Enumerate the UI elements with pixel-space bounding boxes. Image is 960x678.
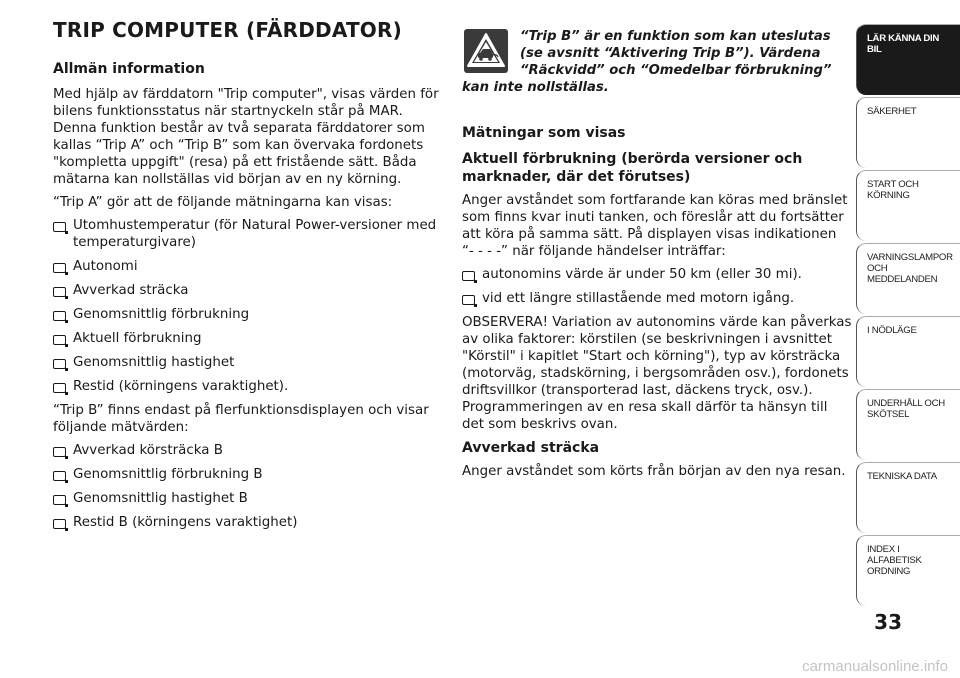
checkbox-bullet-icon bbox=[53, 335, 66, 345]
general-info-heading: Allmän information bbox=[53, 61, 205, 77]
measurements-heading: Mätningar som visas bbox=[462, 125, 626, 141]
distance-text: Anger avståndet som körts från början av den nya resan. bbox=[462, 464, 846, 479]
checkbox-bullet-icon bbox=[53, 287, 66, 297]
intro-paragraph: Med hjälp av färddatorn "Trip computer", visas värden för bilens funktionsstatus när startnyckeln står på MAR. Denna funktion består av två separata färddatorer som kallas “Trip A” och “Trip B” som kan övervaka fordonets "kompletta uppgift" (resa) på ett fristående sätt. Båda mätarna kan nollställas vid början av en ny körning. bbox=[53, 87, 439, 187]
sidebar-tab-i-nodlage[interactable]: I NÖDLÄGE bbox=[856, 316, 960, 387]
left-column bbox=[53, 60, 441, 538]
checkbox-bullet-icon bbox=[53, 222, 66, 232]
list-item: Aktuell förbrukning bbox=[53, 330, 441, 347]
list-item: Avverkad sträcka bbox=[53, 282, 441, 299]
warning-box bbox=[462, 28, 852, 98]
warning-text: “Trip B” är en funktion som kan uteslutas (se avsnitt “Aktivering Trip B”). Värdena “Räckvidd” och “Omedelbar förbrukning” kan inte nollställas. bbox=[462, 29, 832, 95]
checkbox-bullet-icon bbox=[53, 263, 66, 273]
list-item: Avverkad körsträcka B bbox=[53, 442, 441, 459]
current-consumption-heading: Aktuell förbrukning (berörda versioner och marknader, där det förutses) bbox=[462, 151, 803, 185]
checkbox-bullet-icon bbox=[53, 447, 66, 457]
list-item: autonomins värde är under 50 km (eller 30 mi). bbox=[462, 266, 852, 283]
list-item: Restid (körningens varaktighet). bbox=[53, 378, 441, 395]
checkbox-bullet-icon bbox=[53, 495, 66, 505]
checkbox-bullet-icon bbox=[462, 271, 475, 281]
trip-b-list bbox=[53, 442, 441, 531]
page-number: 33 bbox=[874, 610, 902, 634]
sidebar-tab-sakerhet[interactable]: SÄKERHET bbox=[856, 97, 960, 168]
trip-b-intro: “Trip B” finns endast på flerfunktionsdisplayen och visar följande mätvärden: bbox=[53, 403, 429, 435]
chapter-sidebar bbox=[856, 24, 960, 608]
events-list bbox=[462, 266, 852, 307]
page-title: TRIP COMPUTER (FÄRDDATOR) bbox=[53, 18, 402, 42]
sidebar-tab-index[interactable]: INDEX I ALFABETISK ORDNING bbox=[856, 535, 960, 606]
checkbox-bullet-icon bbox=[53, 383, 66, 393]
list-item: Genomsnittlig hastighet B bbox=[53, 490, 441, 507]
note-paragraph: OBSERVERA! Variation av autonomins värde kan påverkas av olika faktorer: körstilen (se beskrivningen i avsnittet "Körstil" i kapitlet "Start och körning"), typ av körsträcka (motorväg, stadskörning, i bergsområden osv.), fordonets driftsvillkor (transporterad last, däckens tryck, osv.). Programmeringen av en resa skall därför ta hänsyn till det som beskrivs ovan. bbox=[462, 315, 852, 432]
sidebar-tab-tekniska-data[interactable]: TEKNISKA DATA bbox=[856, 462, 960, 533]
sidebar-tab-start-och-korning[interactable]: START OCH KÖRNING bbox=[856, 170, 960, 241]
sidebar-tab-underhall-och-skotsel[interactable]: UNDERHÅLL OCH SKÖTSEL bbox=[856, 389, 960, 460]
checkbox-bullet-icon bbox=[462, 295, 475, 305]
watermark: carmanualsonline.info bbox=[802, 658, 948, 675]
checkbox-bullet-icon bbox=[53, 311, 66, 321]
checkbox-bullet-icon bbox=[53, 519, 66, 529]
list-item: Genomsnittlig förbrukning B bbox=[53, 466, 441, 483]
checkbox-bullet-icon bbox=[53, 359, 66, 369]
sidebar-tab-lar-kanna-din-bil[interactable]: LÄR KÄNNA DIN BIL bbox=[856, 24, 960, 95]
list-item: Utomhustemperatur (för Natural Power-versioner med temperaturgivare) bbox=[53, 217, 441, 251]
current-consumption-text: Anger avståndet som fortfarande kan köras med bränslet som finns kvar inuti tanken, och föreslår att du fortsätter att köra på samma sätt. På displayen visas indikationen “- - - -” när följande händelser inträffar: bbox=[462, 193, 848, 259]
distance-heading: Avverkad sträcka bbox=[462, 440, 600, 456]
list-item: Autonomi bbox=[53, 258, 441, 275]
list-item: Restid B (körningens varaktighet) bbox=[53, 514, 441, 531]
list-item: vid ett längre stillastående med motorn igång. bbox=[462, 290, 852, 307]
checkbox-bullet-icon bbox=[53, 471, 66, 481]
right-column bbox=[462, 28, 852, 486]
list-item: Genomsnittlig förbrukning bbox=[53, 306, 441, 323]
trip-a-list bbox=[53, 217, 441, 395]
warning-triangle-car-icon-graphic bbox=[464, 29, 508, 73]
sidebar-tab-varningslampor[interactable]: VARNINGSLAMPOR OCH MEDDELANDEN bbox=[856, 243, 960, 314]
trip-a-intro: “Trip A” gör att de följande mätningarna kan visas: bbox=[53, 195, 393, 210]
warning-triangle-car-icon bbox=[464, 29, 508, 73]
list-item: Genomsnittlig hastighet bbox=[53, 354, 441, 371]
